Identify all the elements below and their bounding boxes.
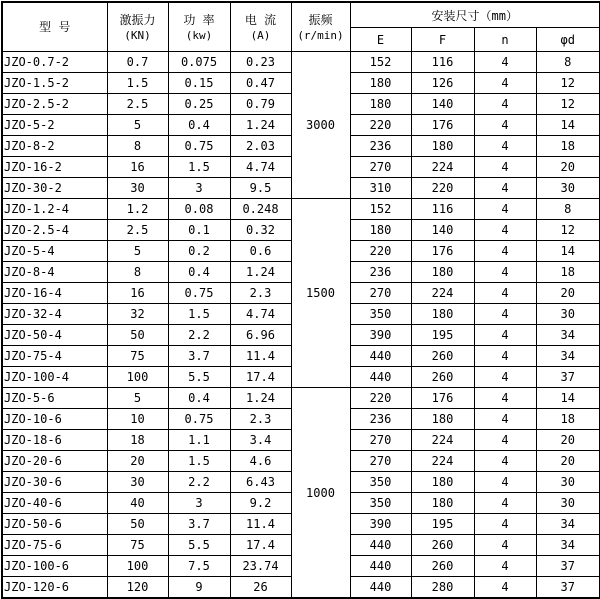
current-cell: 9.2	[230, 493, 291, 514]
power-cell: 5.5	[168, 535, 230, 556]
dim-n-cell: 4	[474, 73, 536, 94]
force-cell: 2.5	[107, 94, 168, 115]
current-cell: 17.4	[230, 535, 291, 556]
power-cell: 3.7	[168, 346, 230, 367]
force-cell: 32	[107, 304, 168, 325]
dim-d-cell: 14	[536, 241, 600, 262]
dim-e-cell: 440	[350, 556, 411, 577]
dim-n-cell: 4	[474, 94, 536, 115]
dim-f-cell: 140	[411, 94, 474, 115]
spec-table-body	[2, 52, 600, 599]
dim-f-cell: 260	[411, 367, 474, 388]
current-cell: 4.74	[230, 157, 291, 178]
dim-f-cell: 260	[411, 556, 474, 577]
power-cell: 1.1	[168, 430, 230, 451]
model-cell: JZO-5-4	[2, 241, 107, 262]
dim-d-cell: 12	[536, 220, 600, 241]
power-cell: 3.7	[168, 514, 230, 535]
dim-n-cell: 4	[474, 304, 536, 325]
power-cell: 1.5	[168, 304, 230, 325]
dim-e-cell: 270	[350, 283, 411, 304]
dim-f-cell: 180	[411, 409, 474, 430]
dim-f-cell: 180	[411, 472, 474, 493]
dim-n-cell: 4	[474, 430, 536, 451]
motor-spec-table	[1, 1, 600, 599]
col-header-force-unit: (KN)	[124, 28, 151, 42]
force-cell: 16	[107, 283, 168, 304]
freq-cell: 1500	[291, 199, 350, 388]
dim-d-cell: 18	[536, 136, 600, 157]
dim-f-cell: 195	[411, 514, 474, 535]
col-header-current-unit: (A)	[250, 28, 271, 42]
dim-e-cell: 236	[350, 262, 411, 283]
power-cell: 0.4	[168, 115, 230, 136]
dim-e-cell: 440	[350, 577, 411, 599]
dim-f-cell: 180	[411, 262, 474, 283]
dim-e-cell: 220	[350, 388, 411, 409]
force-cell: 10	[107, 409, 168, 430]
current-cell: 4.6	[230, 451, 291, 472]
dim-e-cell: 152	[350, 52, 411, 73]
current-cell: 23.74	[230, 556, 291, 577]
dim-d-cell: 8	[536, 199, 600, 220]
dim-d-cell: 34	[536, 514, 600, 535]
model-cell: JZO-5-6	[2, 388, 107, 409]
col-header-power-unit: (kw)	[185, 28, 213, 42]
current-cell: 0.79	[230, 94, 291, 115]
dim-f-cell: 116	[411, 52, 474, 73]
model-cell: JZO-1.5-2	[2, 73, 107, 94]
model-cell: JZO-16-2	[2, 157, 107, 178]
power-cell: 0.08	[168, 199, 230, 220]
dim-e-cell: 270	[350, 451, 411, 472]
model-cell: JZO-75-6	[2, 535, 107, 556]
dim-f-cell: 260	[411, 535, 474, 556]
table-row	[2, 388, 600, 409]
dim-d-cell: 20	[536, 157, 600, 178]
model-cell: JZO-10-6	[2, 409, 107, 430]
dim-n-cell: 4	[474, 157, 536, 178]
current-cell: 1.24	[230, 388, 291, 409]
force-cell: 5	[107, 388, 168, 409]
col-header-dim-d: φd	[536, 28, 600, 52]
col-header-force-label: 激振力	[119, 12, 156, 27]
current-cell: 2.03	[230, 136, 291, 157]
col-header-freq	[291, 2, 350, 52]
dim-f-cell: 224	[411, 157, 474, 178]
current-cell: 6.43	[230, 472, 291, 493]
force-cell: 75	[107, 346, 168, 367]
dim-e-cell: 350	[350, 304, 411, 325]
dim-f-cell: 180	[411, 136, 474, 157]
dim-n-cell: 4	[474, 367, 536, 388]
col-header-power-label: 功 率	[183, 12, 215, 27]
force-cell: 16	[107, 157, 168, 178]
force-cell: 30	[107, 472, 168, 493]
dim-d-cell: 14	[536, 115, 600, 136]
dim-f-cell: 176	[411, 388, 474, 409]
model-cell: JZO-2.5-2	[2, 94, 107, 115]
freq-cell: 1000	[291, 388, 350, 599]
model-cell: JZO-30-2	[2, 178, 107, 199]
dim-e-cell: 390	[350, 514, 411, 535]
power-cell: 0.75	[168, 283, 230, 304]
dim-f-cell: 140	[411, 220, 474, 241]
power-cell: 0.15	[168, 73, 230, 94]
dim-f-cell: 224	[411, 451, 474, 472]
col-header-power	[168, 2, 230, 52]
dim-e-cell: 180	[350, 73, 411, 94]
dim-e-cell: 440	[350, 535, 411, 556]
current-cell: 0.32	[230, 220, 291, 241]
force-cell: 18	[107, 430, 168, 451]
power-cell: 0.4	[168, 388, 230, 409]
power-cell: 7.5	[168, 556, 230, 577]
dim-f-cell: 126	[411, 73, 474, 94]
dim-f-cell: 224	[411, 283, 474, 304]
current-cell: 2.3	[230, 283, 291, 304]
dim-e-cell: 270	[350, 157, 411, 178]
model-cell: JZO-8-2	[2, 136, 107, 157]
current-cell: 17.4	[230, 367, 291, 388]
model-cell: JZO-120-6	[2, 577, 107, 599]
dim-n-cell: 4	[474, 346, 536, 367]
dim-e-cell: 220	[350, 241, 411, 262]
dim-d-cell: 18	[536, 409, 600, 430]
dim-f-cell: 280	[411, 577, 474, 599]
model-cell: JZO-50-4	[2, 325, 107, 346]
force-cell: 40	[107, 493, 168, 514]
force-cell: 8	[107, 262, 168, 283]
dim-d-cell: 30	[536, 178, 600, 199]
power-cell: 0.075	[168, 52, 230, 73]
force-cell: 8	[107, 136, 168, 157]
dim-e-cell: 236	[350, 409, 411, 430]
force-cell: 75	[107, 535, 168, 556]
dim-f-cell: 176	[411, 115, 474, 136]
current-cell: 0.6	[230, 241, 291, 262]
power-cell: 0.2	[168, 241, 230, 262]
model-cell: JZO-20-6	[2, 451, 107, 472]
dim-n-cell: 4	[474, 493, 536, 514]
power-cell: 0.75	[168, 136, 230, 157]
dim-e-cell: 270	[350, 430, 411, 451]
col-header-model-label: 型 号	[39, 20, 71, 34]
col-header-current-label: 电 流	[244, 12, 277, 27]
dim-d-cell: 37	[536, 556, 600, 577]
dim-f-cell: 176	[411, 241, 474, 262]
dim-e-cell: 152	[350, 199, 411, 220]
model-cell: JZO-0.7-2	[2, 52, 107, 73]
dim-n-cell: 4	[474, 262, 536, 283]
current-cell: 11.4	[230, 514, 291, 535]
dim-d-cell: 8	[536, 52, 600, 73]
model-cell: JZO-5-2	[2, 115, 107, 136]
dim-f-cell: 224	[411, 430, 474, 451]
model-cell: JZO-1.2-4	[2, 199, 107, 220]
col-header-dim-n: n	[474, 28, 536, 52]
power-cell: 1.5	[168, 451, 230, 472]
dim-n-cell: 4	[474, 136, 536, 157]
dim-n-cell: 4	[474, 241, 536, 262]
dim-n-cell: 4	[474, 556, 536, 577]
header-row-top	[2, 2, 600, 28]
dim-d-cell: 34	[536, 346, 600, 367]
col-header-dim-e: E	[350, 28, 411, 52]
current-cell: 0.23	[230, 52, 291, 73]
dim-d-cell: 20	[536, 283, 600, 304]
force-cell: 50	[107, 325, 168, 346]
dim-d-cell: 20	[536, 430, 600, 451]
dim-d-cell: 30	[536, 472, 600, 493]
freq-cell: 3000	[291, 52, 350, 199]
dim-d-cell: 37	[536, 367, 600, 388]
model-cell: JZO-8-4	[2, 262, 107, 283]
dim-n-cell: 4	[474, 178, 536, 199]
dim-n-cell: 4	[474, 451, 536, 472]
current-cell: 0.248	[230, 199, 291, 220]
table-row	[2, 52, 600, 73]
table-row	[2, 199, 600, 220]
col-header-install: 安装尺寸（mm）	[350, 2, 600, 28]
dim-n-cell: 4	[474, 577, 536, 599]
current-cell: 4.74	[230, 304, 291, 325]
dim-n-cell: 4	[474, 409, 536, 430]
force-cell: 50	[107, 514, 168, 535]
dim-n-cell: 4	[474, 199, 536, 220]
force-cell: 5	[107, 241, 168, 262]
dim-e-cell: 310	[350, 178, 411, 199]
model-cell: JZO-18-6	[2, 430, 107, 451]
dim-n-cell: 4	[474, 283, 536, 304]
current-cell: 1.24	[230, 262, 291, 283]
dim-d-cell: 18	[536, 262, 600, 283]
col-header-dim-f: F	[411, 28, 474, 52]
dim-f-cell: 195	[411, 325, 474, 346]
current-cell: 0.47	[230, 73, 291, 94]
power-cell: 3	[168, 178, 230, 199]
power-cell: 0.25	[168, 94, 230, 115]
model-cell: JZO-2.5-4	[2, 220, 107, 241]
force-cell: 1.5	[107, 73, 168, 94]
power-cell: 2.2	[168, 325, 230, 346]
current-cell: 26	[230, 577, 291, 599]
power-cell: 3	[168, 493, 230, 514]
dim-e-cell: 390	[350, 325, 411, 346]
dim-e-cell: 440	[350, 346, 411, 367]
force-cell: 20	[107, 451, 168, 472]
dim-e-cell: 236	[350, 136, 411, 157]
col-header-freq-label: 振频	[308, 12, 333, 27]
dim-d-cell: 12	[536, 94, 600, 115]
force-cell: 0.7	[107, 52, 168, 73]
dim-n-cell: 4	[474, 52, 536, 73]
model-cell: JZO-50-6	[2, 514, 107, 535]
dim-f-cell: 180	[411, 493, 474, 514]
dim-d-cell: 34	[536, 325, 600, 346]
dim-d-cell: 30	[536, 493, 600, 514]
col-header-current	[230, 2, 291, 52]
dim-n-cell: 4	[474, 220, 536, 241]
dim-d-cell: 34	[536, 535, 600, 556]
dim-d-cell: 12	[536, 73, 600, 94]
model-cell: JZO-40-6	[2, 493, 107, 514]
dim-n-cell: 4	[474, 472, 536, 493]
dim-e-cell: 180	[350, 94, 411, 115]
dim-f-cell: 116	[411, 199, 474, 220]
power-cell: 9	[168, 577, 230, 599]
power-cell: 1.5	[168, 157, 230, 178]
dim-e-cell: 220	[350, 115, 411, 136]
dim-e-cell: 350	[350, 472, 411, 493]
col-header-freq-unit: (r/min)	[297, 28, 344, 42]
dim-n-cell: 4	[474, 535, 536, 556]
power-cell: 5.5	[168, 367, 230, 388]
col-header-model	[2, 2, 107, 52]
col-header-force	[107, 2, 168, 52]
dim-n-cell: 4	[474, 325, 536, 346]
dim-d-cell: 14	[536, 388, 600, 409]
model-cell: JZO-30-6	[2, 472, 107, 493]
current-cell: 1.24	[230, 115, 291, 136]
dim-n-cell: 4	[474, 388, 536, 409]
dim-d-cell: 30	[536, 304, 600, 325]
current-cell: 6.96	[230, 325, 291, 346]
model-cell: JZO-100-6	[2, 556, 107, 577]
current-cell: 11.4	[230, 346, 291, 367]
force-cell: 5	[107, 115, 168, 136]
model-cell: JZO-32-4	[2, 304, 107, 325]
dim-d-cell: 20	[536, 451, 600, 472]
dim-e-cell: 440	[350, 367, 411, 388]
force-cell: 100	[107, 367, 168, 388]
force-cell: 120	[107, 577, 168, 599]
current-cell: 3.4	[230, 430, 291, 451]
force-cell: 100	[107, 556, 168, 577]
power-cell: 2.2	[168, 472, 230, 493]
dim-e-cell: 350	[350, 493, 411, 514]
dim-e-cell: 180	[350, 220, 411, 241]
power-cell: 0.75	[168, 409, 230, 430]
force-cell: 30	[107, 178, 168, 199]
dim-d-cell: 37	[536, 577, 600, 599]
model-cell: JZO-16-4	[2, 283, 107, 304]
power-cell: 0.1	[168, 220, 230, 241]
dim-f-cell: 180	[411, 304, 474, 325]
dim-n-cell: 4	[474, 115, 536, 136]
current-cell: 2.3	[230, 409, 291, 430]
current-cell: 9.5	[230, 178, 291, 199]
model-cell: JZO-75-4	[2, 346, 107, 367]
power-cell: 0.4	[168, 262, 230, 283]
dim-f-cell: 220	[411, 178, 474, 199]
force-cell: 1.2	[107, 199, 168, 220]
model-cell: JZO-100-4	[2, 367, 107, 388]
force-cell: 2.5	[107, 220, 168, 241]
dim-f-cell: 260	[411, 346, 474, 367]
dim-n-cell: 4	[474, 514, 536, 535]
